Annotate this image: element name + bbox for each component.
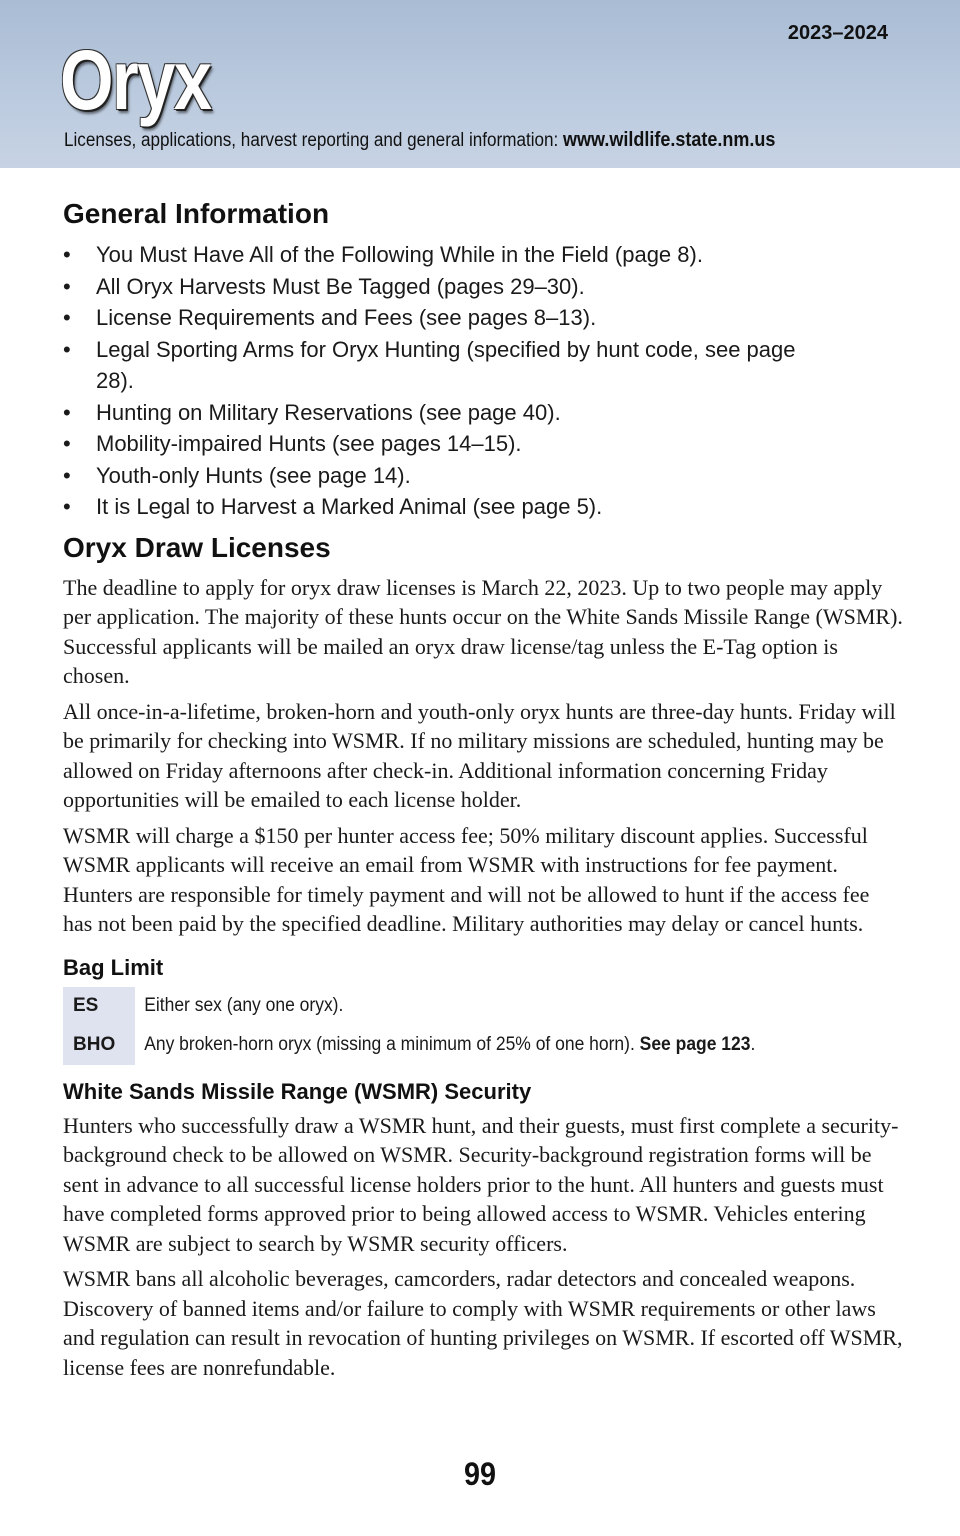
draw-paragraph: All once-in-a-lifetime, broken-horn and youth-only oryx hunts are three-day hunts. Friday will be primarily for checking into WSMR. If no military missions are scheduled, hunting may be allowed on Friday afternoons after check-in. Additional information concerning Friday opportunities will be emailed to each license holder.: [63, 698, 896, 812]
general-information-heading: General Information: [63, 198, 330, 229]
bag-limit-heading: Bag Limit: [63, 954, 164, 980]
bullet: •: [63, 273, 71, 299]
bullet: •: [63, 431, 71, 456]
bullet: •: [63, 399, 71, 425]
website-link[interactable]: www.wildlife.state.nm.us: [563, 129, 776, 151]
wsmr-security-heading: White Sands Missile Range (WSMR) Security: [63, 1078, 532, 1104]
bullet: •: [63, 494, 71, 519]
list-item: • Hunting on Military Reservations (see page 40).: [63, 397, 903, 429]
bullet: •: [63, 305, 71, 330]
draw-paragraph: The deadline to apply for oryx draw licenses is March 22, 2023. Up to two people may apply per application. The majority of these hunts occur on the White Sands Missile Range (WSMR). Successful applicants will be mailed an oryx draw license/tag unless the E-Tag option is chosen.: [63, 574, 903, 688]
bullet: •: [63, 336, 71, 362]
security-paragraph: Hunters who successfully draw a WSMR hunt, and their guests, must first complete a security-background check to be allowed on WSMR. Security-background registration forms will be sent in advance to all successful license holders prior to the hunt. All hunters and guests must have completed forms approved prior to being allowed access to WSMR. Vehicles entering WSMR are subject to search by WSMR security officers.: [63, 1112, 899, 1256]
list-item: • License Requirements and Fees (see pages 8–13).: [63, 302, 903, 334]
table-row: [63, 987, 810, 1026]
bag-description: Any broken-horn oryx (missing a minimum of 25% of one horn). See page 123.: [144, 1034, 756, 1055]
year-label: 2023–2024: [787, 22, 888, 44]
see-page-reference: See page 123: [639, 1034, 751, 1055]
table-row: [63, 1026, 810, 1065]
list-item: • Legal Sporting Arms for Oryx Hunting (specified by hunt code, see page 28).: [63, 334, 816, 397]
list-item: • You Must Have All of the Following While in the Field (page 8).: [63, 239, 903, 271]
bag-code: BHO: [63, 1026, 135, 1065]
page-title: Oryx: [60, 33, 211, 127]
list-item: • Youth-only Hunts (see page 14).: [63, 460, 903, 492]
security-paragraph: WSMR bans all alcoholic beverages, camcorders, radar detectors and concealed weapons. Discovery of banned items and/or failure to comply with WSMR requirements or other laws and regulation can result in revocation of hunting privileges on WSMR. If escorted off WSMR, license fees are nonrefundable.: [63, 1266, 903, 1380]
list-item: • Mobility-impaired Hunts (see pages 14–15).: [63, 428, 903, 460]
bullet: •: [63, 462, 71, 488]
oryx-draw-licenses-heading: Oryx Draw Licenses: [63, 531, 331, 563]
page-header: [0, 0, 960, 168]
bag-description: Either sex (any one oryx).: [144, 995, 344, 1016]
bullet: •: [63, 242, 71, 267]
header-subtitle: [64, 129, 775, 152]
main-content: [63, 195, 903, 1382]
subtitle-text: Licenses, applications, harvest reporting and general information:: [64, 130, 559, 151]
list-item: • It is Legal to Harvest a Marked Animal (see page 5).: [63, 491, 903, 523]
general-information-list: [63, 239, 903, 523]
bag-limit-table: [63, 987, 810, 1065]
page-number: 99: [463, 1456, 497, 1492]
list-item: • All Oryx Harvests Must Be Tagged (pages 29–30).: [63, 271, 903, 303]
draw-paragraph: WSMR will charge a $150 per hunter access fee; 50% military discount applies. Successful WSMR applicants will receive an email from WSMR with instructions for fee payment. Hunters are responsible for timely payment and will not be allowed to hunt if the access fee has not been paid by the specified deadline. Military authorities may delay or cancel hunts.: [63, 822, 870, 936]
bag-code: ES: [63, 987, 135, 1026]
